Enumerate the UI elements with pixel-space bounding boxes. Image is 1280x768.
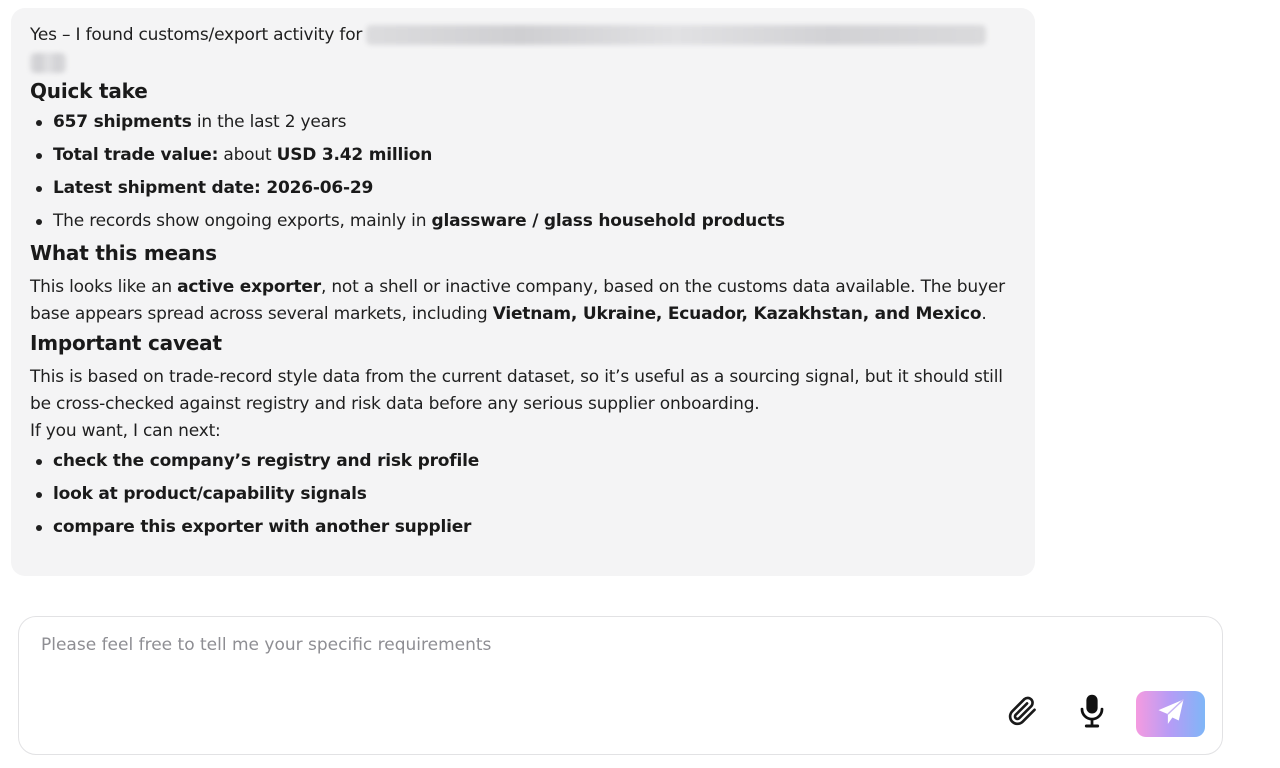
- list-item: 657 shipments in the last 2 years: [53, 106, 1016, 139]
- paper-plane-icon: [1156, 697, 1186, 731]
- what-this-means-paragraph: This looks like an active exporter, not a shell or inactive company, based on the customs data available. The buyer base appears spread across several markets, including Vietnam, Ukraine, Ecuador, Kazakhstan, and Mexico.: [30, 277, 1005, 324]
- caveat-paragraph: This is based on trade-record style data from the current dataset, so it’s useful as a sourcing signal, but it should still be cross-checked against registry and risk data before any serious supplier onboarding.: [30, 367, 1003, 414]
- message-composer: [18, 616, 1223, 755]
- microphone-icon: [1077, 693, 1107, 733]
- redacted-company-name: [366, 25, 986, 45]
- next-steps-list: [30, 445, 1016, 544]
- send-button[interactable]: [1136, 691, 1205, 737]
- list-item: look at product/capability signals: [53, 478, 1016, 511]
- intro-text: Yes – I found customs/export activity for: [30, 25, 363, 45]
- list-item: compare this exporter with another supplier: [53, 511, 1016, 544]
- message-input[interactable]: [41, 635, 941, 655]
- paperclip-icon: [1006, 695, 1038, 731]
- important-caveat-heading: Important caveat: [30, 331, 222, 355]
- list-item: The records show ongoing exports, mainly in glassware / glass household products: [53, 205, 1016, 238]
- redacted-company-id: [30, 53, 66, 73]
- list-item: check the company’s registry and risk profile: [53, 445, 1016, 478]
- next-steps-intro: If you want, I can next:: [30, 421, 221, 441]
- message-intro: [30, 22, 1016, 76]
- quick-take-list: [30, 106, 1016, 238]
- list-item: Total trade value: about USD 3.42 million: [53, 139, 1016, 172]
- attach-button[interactable]: [1002, 693, 1042, 733]
- quick-take-heading: Quick take: [30, 79, 148, 103]
- microphone-button[interactable]: [1072, 693, 1112, 733]
- list-item: Latest shipment date: 2026-06-29: [53, 172, 1016, 205]
- what-this-means-heading: What this means: [30, 241, 217, 265]
- assistant-message-bubble: [11, 8, 1035, 576]
